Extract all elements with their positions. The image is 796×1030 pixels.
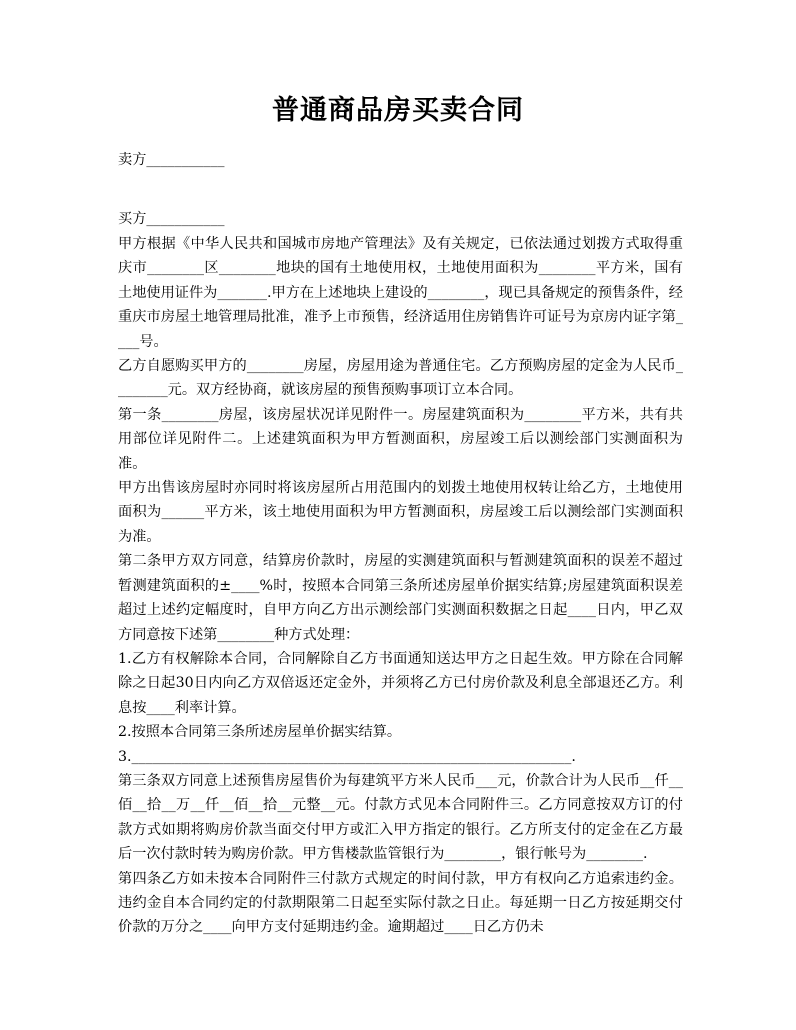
paragraph-article-3: 第三条双方同意上述预售房屋售价为每建筑平方米人民币___元，价款合计为人民币__仟__佰__拾__万__仟__佰__拾__元整__元。付款方式见本合同附件三。乙方同意按双方订的付款方式如期将购房价款当面交付甲方或汇入甲方指定的银行。乙方所支付的定金在乙方最后一次付款时转为购房价款。甲方售楼款监管银行为________，银行帐号为________.: [118, 772, 683, 863]
buyer-line: 买方___________: [118, 211, 225, 227]
paragraph-article-1: 第一条________房屋，该房屋状况详见附件一。房屋建筑面积为________平方米，共有共用部位详见附件二。上述建筑面积为甲方暂测面积，房屋竣工后以测绘部门实测面积为准。: [118, 406, 683, 472]
paragraph-article-2: 第二条甲方双方同意，结算房价款时，房屋的实测建筑面积与暂测建筑面积的误差不超过暂测建筑面积的±____%时，按照本合同第三条所述房屋单价据实结算;房屋建筑面积误差超过上述约定幅度时，自甲方向乙方出示测绘部门实测面积数据之日起____日内，甲乙双方同意按下述第________种方式处理：: [118, 553, 683, 643]
paragraph-land-use: 甲方出售该房屋时亦同时将该房屋所占用范围内的划拨土地使用权转让给乙方，土地使用面积为______平方米，该土地使用面积为甲方暂测面积，房屋竣工后以测绘部门实测面积为准。: [118, 480, 683, 545]
paragraph-preamble-1: 甲方根据《中华人民共和国城市房地产管理法》及有关规定，已依法通过划拨方式取得重庆市________区________地块的国有土地使用权，土地使用面积为________平方米，国有土地使用证件为_______.甲方在上述地块上建设的________，现已具备规定的预售条件，经重庆市房屋土地管理局批准，准予上市预售，经济适用住房销售许可证号为京房内证字第____号。: [118, 236, 683, 350]
paragraph-option-2: 2.按照本合同第三条所述房屋单价据实结算。: [118, 724, 402, 741]
contract-body: [118, 232, 683, 940]
paragraph-article-4: 第四条乙方如未按本合同附件三付款方式规定的时间付款，甲方有权向乙方追索违约金。违约金自本合同约定的付款期限第二日起至实际付款之日止。每延期一日乙方按延期交付价款的万分之____向甲方支付延期违约金。逾期超过____日乙方仍未: [118, 870, 683, 936]
seller-line: 卖方___________: [118, 152, 225, 168]
paragraph-option-3: 3.______________________________________________________________.: [118, 748, 576, 765]
paragraph-option-1: 1.乙方有权解除本合同，合同解除自乙方书面通知送达甲方之日起生效。甲方除在合同解除之日起30日内向乙方双倍返还定金外，并须将乙方已付房价款及利息全部退还乙方。利息按____利率计算。: [118, 650, 683, 716]
document-title: 普通商品房买卖合同: [272, 95, 524, 126]
paragraph-preamble-2: 乙方自愿购买甲方的________房屋，房屋用途为普通住宅。乙方预购房屋的定金为人民币________元。双方经协商，就该房屋的预售预购事项订立本合同。: [118, 358, 683, 399]
